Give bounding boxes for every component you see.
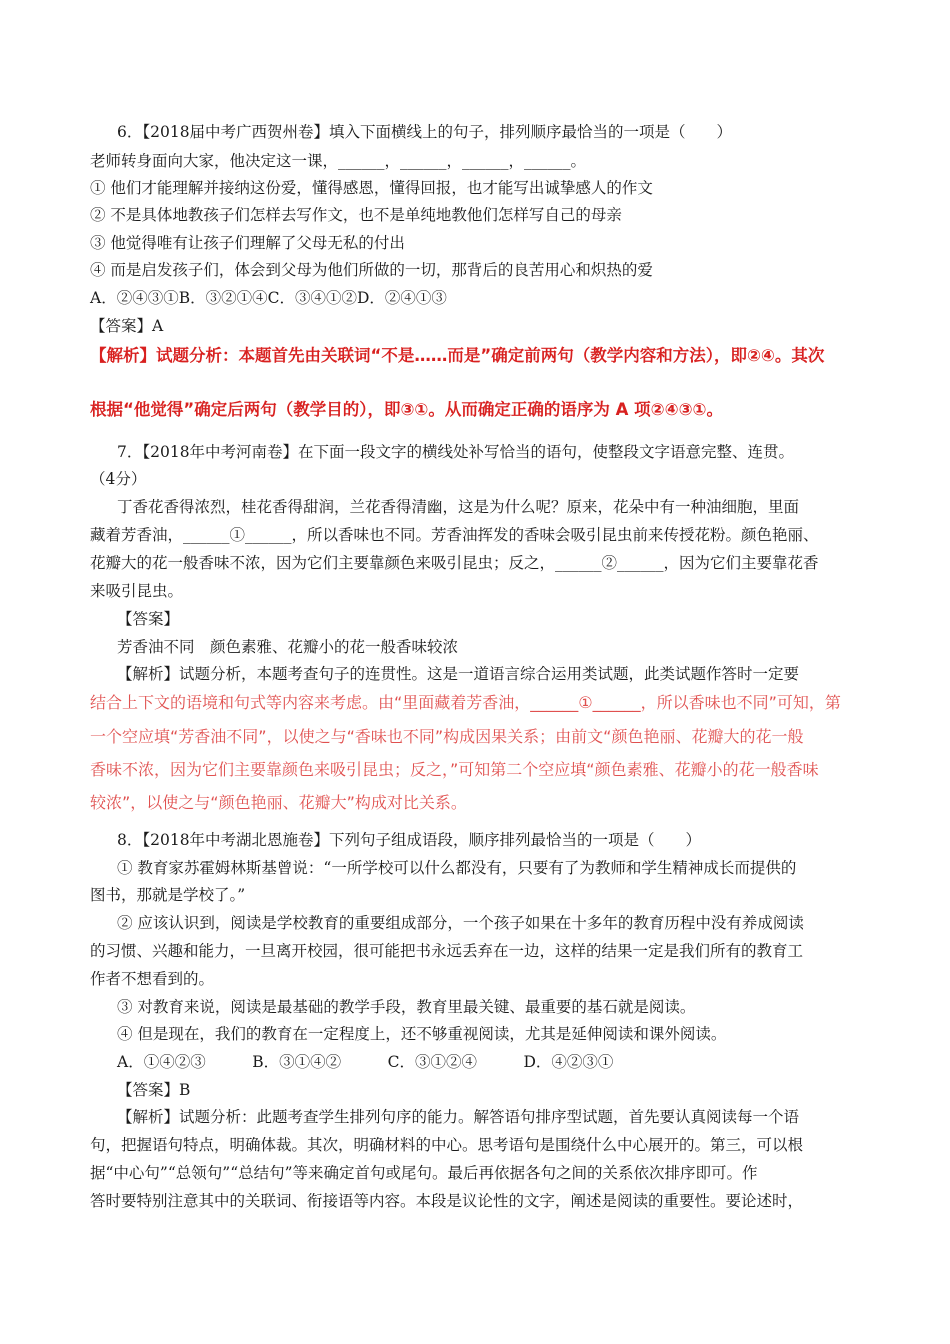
q8-stem: 8．【2018年中考湖北恩施卷】下列句子组成语段，顺序排列最恰当的一项是（ ） (117, 831, 702, 849)
q6-item-3: ③ 他觉得唯有让孩子们理解了父母无私的付出 (90, 234, 405, 252)
q8-analysis-line-4: 答时要特别注意其中的关联词、衔接语等内容。本段是议论性的文字，阐述是阅读的重要性。要论述时， (90, 1192, 804, 1210)
q6-item-4: ④ 而是启发孩子们，体会到父母为他们所做的一切，那背后的良苦用心和炽热的爱 (90, 261, 653, 279)
q7-analysis-line-1: 【解析】试题分析，本题考查句子的连贯性。这是一道语言综合运用类试题，此类试题作答时一定要 (117, 665, 800, 683)
q7-analysis-line-2: 结合上下文的语境和句式等内容来考虑。由“里面藏着芳香油，______①______，所以香味也不同”可知，第 (90, 693, 841, 712)
q8-item-2-line-3: 作者不想看到的。 (90, 970, 215, 988)
q6-stem: 6．【2018届中考广西贺州卷】填入下面横线上的句子，排列顺序最恰当的一项是（ ） (117, 123, 733, 141)
q7-answer: 芳香油不同 颜色素雅、花瓣小的花一般香味较浓 (117, 638, 459, 656)
q8-analysis-line-2: 句，把握语句特点，明确体裁。其次，明确材料的中心。思考语句是围绕什么中心展开的。第三，可以根 (90, 1136, 804, 1154)
q8-options: A．①④②③ B．③①④② C．③①②④ D．④②③① (117, 1053, 614, 1071)
q6-analysis-line-1: 【解析】试题分析：本题首先由关联词“不是……而是”确定前两句（教学内容和方法），即②④。其次 (90, 346, 825, 365)
q7-analysis-line-5: 较浓”，以使之与“颜色艳丽、花瓣大”构成对比关系。 (90, 793, 467, 812)
q6-analysis-line-2: 根据“他觉得”确定后两句（教学目的），即③①。从而确定正确的语序为 A 项②④③①。 (90, 400, 724, 419)
q7-stem: 7．【2018年中考河南卷】在下面一段文字的横线处补写恰当的语句，使整段文字语意完整、连贯。 (117, 443, 795, 461)
q7-passage-line-3: 花瓣大的花一般香味不浓，因为它们主要靠颜色来吸引昆虫；反之，______②______，因为它们主要靠花香 (90, 554, 819, 572)
q6-answer: 【答案】A (90, 317, 164, 335)
q7-score: （4分） (90, 470, 147, 488)
q8-item-2-line-1: ② 应该认识到，阅读是学校教育的重要组成部分，一个孩子如果在十多年的教育历程中没有养成阅读 (117, 914, 804, 932)
q7-analysis-line-3: 一个空应填“芳香油不同”，以使之与“香味也不同”构成因果关系；由前文“颜色艳丽、花瓣大的花一般 (90, 727, 804, 746)
q7-passage-line-4: 来吸引昆虫。 (90, 582, 184, 600)
q7-passage-line-2: 藏着芳香油，______①______，所以香味也不同。芳香油挥发的香味会吸引昆虫前来传授花粉。颜色艳丽、 (90, 526, 819, 544)
q8-item-2-line-2: 的习惯、兴趣和能力，一旦离开校园，很可能把书永远丢弃在一边，这样的结果一定是我们所有的教育工 (90, 942, 804, 960)
q6-item-1: ① 他们才能理解并接纳这份爱，懂得感恩，懂得回报，也才能写出诚挚感人的作文 (90, 179, 653, 197)
q6-options: A．②④③①B．③②①④C．③④①②D．②④①③ (90, 289, 447, 307)
q8-item-1-line-2: 图书，那就是学校了。” (90, 886, 246, 904)
q8-analysis-line-3: 据“中心句”“总领句”“总结句”等来确定首句或尾句。最后再依据各句之间的关系依次排序即可。作 (90, 1164, 758, 1182)
q6-item-2: ② 不是具体地教孩子们怎样去写作文，也不是单纯地教他们怎样写自己的母亲 (90, 206, 622, 224)
q6-sentence: 老师转身面向大家，他决定这一课，______，______，______，______。 (90, 152, 587, 170)
q8-analysis-line-1: 【解析】试题分析：此题考查学生排列句序的能力。解答语句排序型试题，首先要认真阅读每一个语 (117, 1108, 800, 1126)
q8-answer: 【答案】B (117, 1081, 191, 1099)
q7-analysis-line-4: 香味不浓，因为它们主要靠颜色来吸引昆虫；反之，”可知第二个空应填“颜色素雅、花瓣小的花一般香味 (90, 760, 819, 779)
q7-passage-line-1: 丁香花香得浓烈，桂花香得甜润，兰花香得清幽，这是为什么呢？原来，花朵中有一种油细胞，里面 (117, 498, 800, 516)
q8-item-1-line-1: ① 教育家苏霍姆林斯基曾说：“一所学校可以什么都没有，只要有了为教师和学生精神成长而提供的 (117, 859, 797, 877)
q8-item-4: ④ 但是现在，我们的教育在一定程度上，还不够重视阅读，尤其是延伸阅读和课外阅读。 (117, 1025, 727, 1043)
q8-item-3: ③ 对教育来说，阅读是最基础的教学手段，教育里最关键、最重要的基石就是阅读。 (117, 998, 696, 1016)
q7-answer-label: 【答案】 (117, 610, 180, 628)
